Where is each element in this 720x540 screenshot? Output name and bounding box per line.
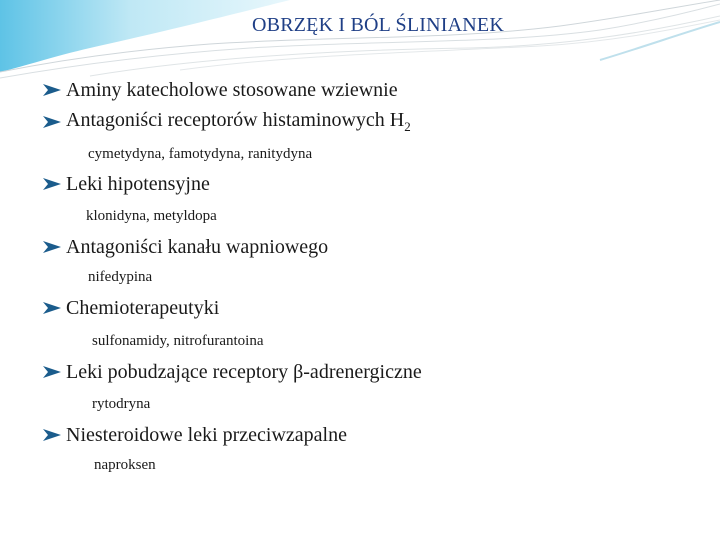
bullet-item (42, 172, 210, 196)
bullet-detail: naproksen (94, 457, 156, 473)
bullet-item (42, 423, 347, 447)
arrow-bullet-icon (42, 427, 62, 443)
bullet-detail: cymetydyna, famotydyna, ranitydyna (88, 146, 313, 162)
bullet-label: Antagoniści receptorów histaminowych $H_2$ (66, 109, 411, 134)
bullet-detail: sulfonamidy, nitrofurantoina (92, 333, 264, 349)
bullet-detail: klonidyna, metyldopa (86, 208, 217, 224)
arrow-bullet-icon (42, 364, 62, 380)
arrow-bullet-icon (42, 239, 62, 255)
arrow-bullet-icon (42, 176, 62, 192)
bullet-label: Leki hipotensyjne (66, 172, 210, 195)
arrow-bullet-icon (42, 300, 62, 316)
bullet-item (42, 78, 398, 102)
bullet-label: Leki pobudzające receptory β-adrenergiczne (66, 360, 422, 383)
bullet-item (42, 360, 422, 384)
bullet-item (42, 235, 328, 259)
bullet-item (42, 110, 411, 134)
slide-title: OBRZĘK I BÓL ŚLINIANEK (252, 14, 504, 36)
bullet-item (42, 296, 219, 320)
bullet-detail: nifedypina (88, 269, 153, 285)
bullet-label: Antagoniści kanału wapniowego (66, 235, 329, 258)
arrow-bullet-icon (42, 114, 62, 130)
bullet-label: Niesteroidowe leki przeciwzapalne (66, 423, 347, 446)
bullet-label: Chemioterapeutyki (66, 296, 220, 319)
bullet-detail: rytodryna (92, 396, 151, 412)
bullet-label: Aminy katecholowe stosowane wziewnie (66, 78, 398, 101)
subscript: 2 (404, 119, 411, 134)
arrow-bullet-icon (42, 82, 62, 98)
